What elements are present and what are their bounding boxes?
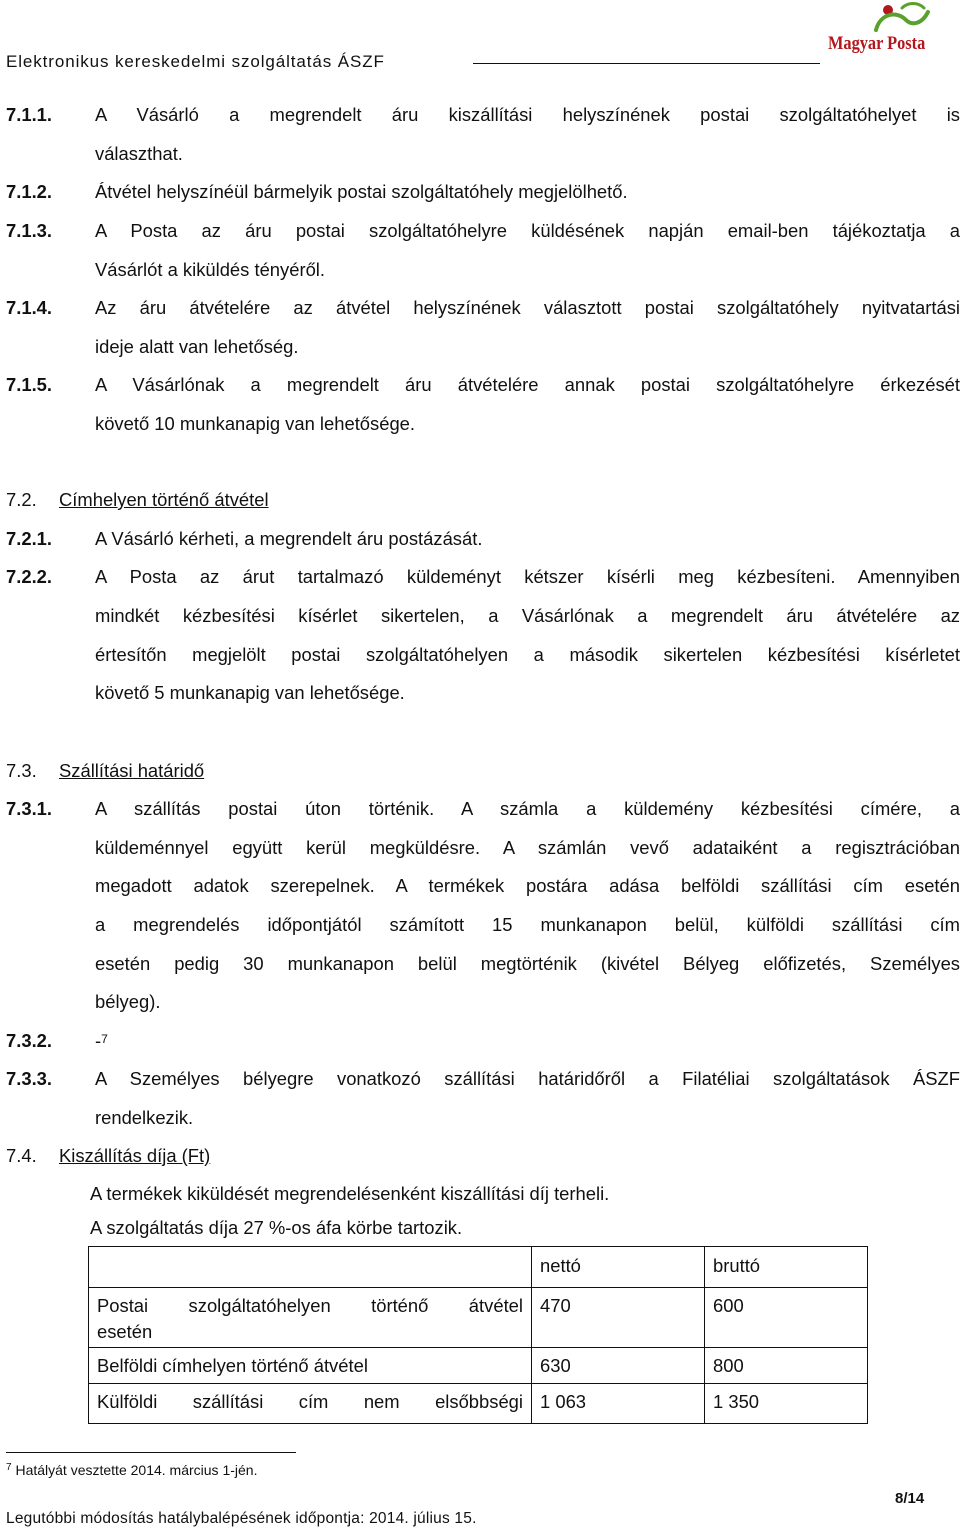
item-715-line-1: A Vásárlónak a megrendelt áru átvételére annak postai szolgáltatóhelyre érkezését [95, 374, 960, 395]
item-731-line-4: a megrendelés időpontjától számított 15 munkanapon belül, külföldi szállítási cím [95, 914, 960, 935]
item-733-line-2: rendelkezik. [95, 1107, 194, 1128]
table-cell-label [89, 1288, 532, 1348]
item-711-line-2: választhat. [95, 143, 183, 164]
section-number-73: 7.3. [6, 760, 37, 781]
table-row [89, 1288, 868, 1348]
item-722-line-3: értesítőn megjelölt postai szolgáltatóhelyen a második sikertelen kézbesítési kísérletet [95, 644, 960, 665]
item-731-line-6: bélyeg). [95, 991, 161, 1012]
item-number-731: 7.3.1. [6, 798, 53, 819]
item-714-line-1: Az áru átvételére az átvétel helyszínének választott postai szolgáltatóhely nyitvatartási [95, 297, 960, 318]
item-713-line-2: Vásárlót a kiküldés tényéről. [95, 259, 325, 280]
item-722-line-2: mindkét kézbesítési kísérlet sikertelen, a Vásárlónak a megrendelt áru átvételére az [95, 605, 960, 626]
row-1-label-line-1: Postai szolgáltatóhelyen történő átvétel [97, 1295, 523, 1316]
table-row [89, 1384, 868, 1424]
footnote-ref-7[interactable]: 7 [101, 1032, 108, 1046]
table-cell-gross: 1 350 [705, 1384, 868, 1424]
table-cell-net: 630 [532, 1348, 705, 1384]
table-row [89, 1348, 868, 1384]
item-721-line-1: A Vásárló kérheti, a megrendelt áru postázását. [95, 528, 483, 549]
footnote-text: Hatályát vesztette 2014. március 1-jén. [15, 1462, 258, 1478]
item-731-line-2: küldeménnyel együtt kerül megküldésre. A számlán vevő adataiként a regisztrációban [95, 837, 960, 858]
item-number-732: 7.3.2. [6, 1030, 53, 1051]
logo-text: Magyar Posta [828, 33, 926, 54]
fee-table [88, 1246, 868, 1424]
item-number-712: 7.1.2. [6, 181, 53, 202]
item-number-711: 7.1.1. [6, 104, 53, 125]
item-712-line-1: Átvétel helyszínéül bármelyik postai szolgáltatóhely megjelölhető. [95, 181, 628, 202]
item-731-line-3: megadott adatok szerepelnek. A termékek postára adása belföldi szállítási cím esetén [95, 875, 960, 896]
row-3-label: Külföldi szállítási cím nem elsőbbségi [97, 1391, 523, 1412]
item-714-line-2: ideje alatt van lehetőség. [95, 336, 299, 357]
item-number-715: 7.1.5. [6, 374, 53, 395]
table-header-row [89, 1247, 868, 1288]
table-cell-gross: 600 [705, 1288, 868, 1348]
table-cell-label [89, 1384, 532, 1424]
fee-intro-2: A szolgáltatás díja 27 %-os áfa körbe tartozik. [90, 1217, 463, 1238]
magyar-posta-logo [826, 0, 952, 62]
table-header-gross: bruttó [705, 1247, 868, 1288]
table-cell-label: Belföldi címhelyen történő átvétel [89, 1348, 532, 1384]
item-732-dash: - [95, 1030, 102, 1051]
item-number-721: 7.2.1. [6, 528, 53, 549]
table-cell-gross: 800 [705, 1348, 868, 1384]
fee-intro-1: A termékek kiküldését megrendelésenként kiszállítási díj terheli. [90, 1183, 610, 1204]
footnote-number: 7 [6, 1462, 12, 1473]
table-cell-net: 1 063 [532, 1384, 705, 1424]
document-header-title: Elektronikus kereskedelmi szolgáltatás ÁSZF [6, 52, 385, 71]
table-cell-net: 470 [532, 1288, 705, 1348]
section-title-74: Kiszállítás díja (Ft) [59, 1145, 211, 1166]
footnote [6, 1462, 257, 1478]
item-713-line-1: A Posta az áru postai szolgáltatóhelyre küldésének napján email-ben tájékoztatja a [95, 220, 960, 241]
table-header-net: nettó [532, 1247, 705, 1288]
footer-text: Legutóbbi módosítás hatálybalépésének időpontja: 2014. július 15. [6, 1510, 477, 1527]
item-733-line-1: A Személyes bélyegre vonatkozó szállítási határidőről a Filatéliai szolgáltatások ÁSZF [95, 1068, 960, 1089]
item-731-line-5: esetén pedig 30 munkanapon belül megtörténik (kivétel Bélyeg előfizetés, Személyes [95, 953, 960, 974]
section-title-72: Címhelyen történő átvétel [59, 489, 269, 510]
item-number-733: 7.3.3. [6, 1068, 53, 1089]
item-number-714: 7.1.4. [6, 297, 53, 318]
section-title-73: Szállítási határidő [59, 760, 205, 781]
section-number-74: 7.4. [6, 1145, 37, 1166]
item-722-line-1: A Posta az árut tartalmazó küldeményt kétszer kísérli meg kézbesíteni. Amennyiben [95, 566, 960, 587]
item-715-line-2: követő 10 munkanapig van lehetősége. [95, 413, 416, 434]
item-711-line-1: A Vásárló a megrendelt áru kiszállítási helyszínének postai szolgáltatóhelyet is [95, 104, 960, 125]
posthorn-icon [866, 0, 936, 36]
row-1-label-line-2: esetén [97, 1321, 153, 1342]
item-number-713: 7.1.3. [6, 220, 53, 241]
header-rule [473, 63, 820, 64]
item-731-line-1: A szállítás postai úton történik. A számla a küldemény kézbesítési címére, a [95, 798, 960, 819]
item-732-text [95, 1022, 960, 1063]
item-722-line-4: követő 5 munkanapig van lehetősége. [95, 682, 405, 703]
section-number-72: 7.2. [6, 489, 37, 510]
table-header-empty [89, 1247, 532, 1288]
footnote-rule [6, 1452, 296, 1453]
item-number-722: 7.2.2. [6, 566, 53, 587]
page-number: 8/14 [895, 1490, 925, 1507]
